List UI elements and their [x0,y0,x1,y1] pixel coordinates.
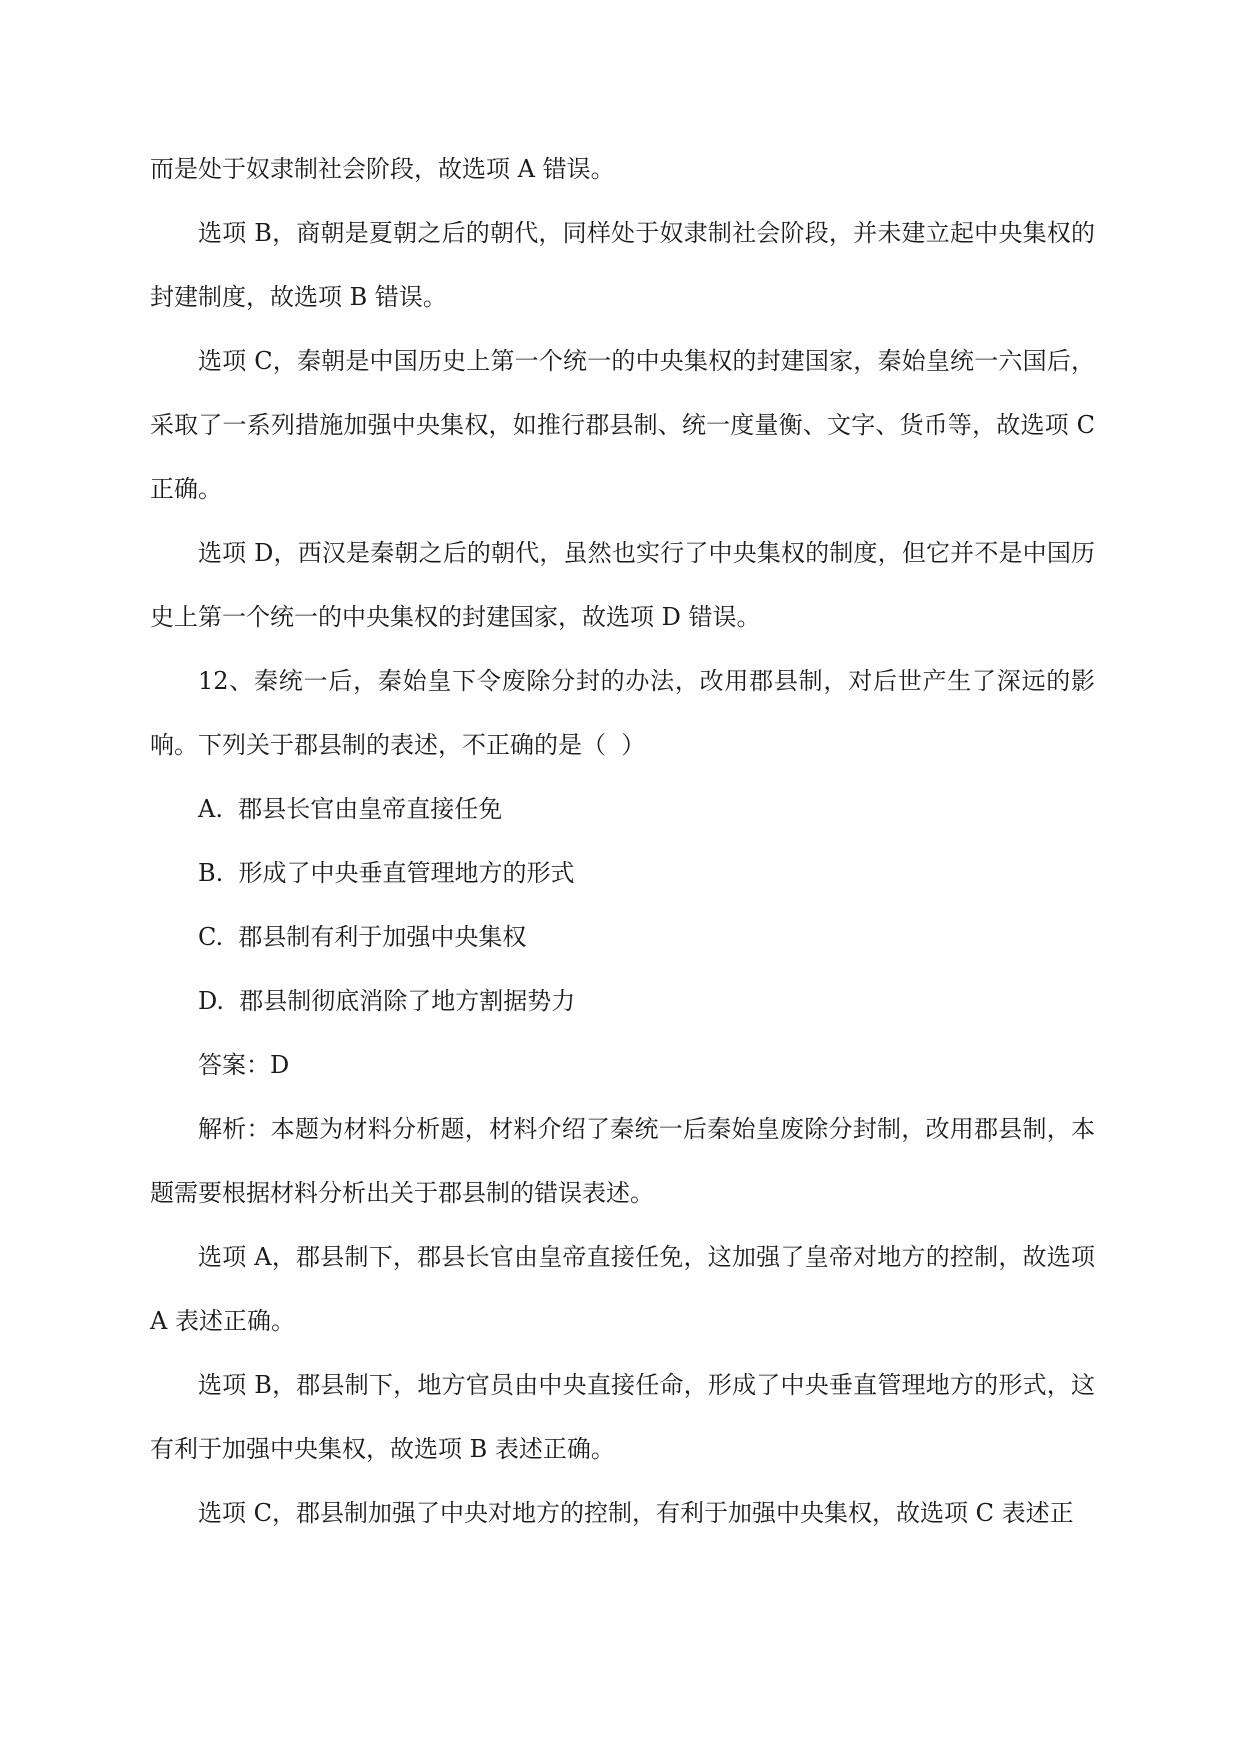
analysis: 解析：本题为材料分析题，材料介绍了秦统一后秦始皇废除分封制，改用郡县制，本题需要根据材料分析出关于郡县制的错误表述。 [150,1115,1095,1207]
paragraph-option-c-qin: 选项 C，秦朝是中国历史上第一个统一的中央集权的封建国家，秦始皇统一六国后，采取了一系列措施加强中央集权，如推行郡县制、统一度量衡、文字、货币等，故选项 C 正确。 [150,347,1103,503]
explanation-option-c: 选项 C，郡县制加强了中央对地方的控制，有利于加强中央集权，故选项 C 表述正 [198,1499,1074,1527]
choice-c: C. 郡县制有利于加强中央集权 [198,923,527,951]
document-page [150,137,1103,1545]
answer: 答案：D [198,1051,290,1079]
choice-b: B. 形成了中央垂直管理地方的形式 [198,859,575,887]
explanation-option-a: 选项 A，郡县制下，郡县长官由皇帝直接任免，这加强了皇帝对地方的控制，故选项 A 表述正确。 [150,1243,1103,1335]
paragraph-option-b-shang: 选项 B，商朝是夏朝之后的朝代，同样处于奴隶制社会阶段，并未建立起中央集权的封建制度，故选项 B 错误。 [150,219,1095,311]
question-12: 12、秦统一后，秦始皇下令废除分封的办法，改用郡县制，对后世产生了深远的影响。下列关于郡县制的表述，不正确的是（ ） [150,667,1095,759]
choice-a: A. 郡县长官由皇帝直接任免 [198,795,503,823]
explanation-option-b: 选项 B，郡县制下，地方官员由中央直接任命，形成了中央垂直管理地方的形式，这有利于加强中央集权，故选项 B 表述正确。 [150,1371,1095,1463]
paragraph-option-a-conclusion: 而是处于奴隶制社会阶段，故选项 A 错误。 [150,155,615,183]
paragraph-option-d-western-han: 选项 D，西汉是秦朝之后的朝代，虽然也实行了中央集权的制度，但它并不是中国历史上第一个统一的中央集权的封建国家，故选项 D 错误。 [150,539,1095,631]
choice-d: D. 郡县制彻底消除了地方割据势力 [198,987,576,1015]
